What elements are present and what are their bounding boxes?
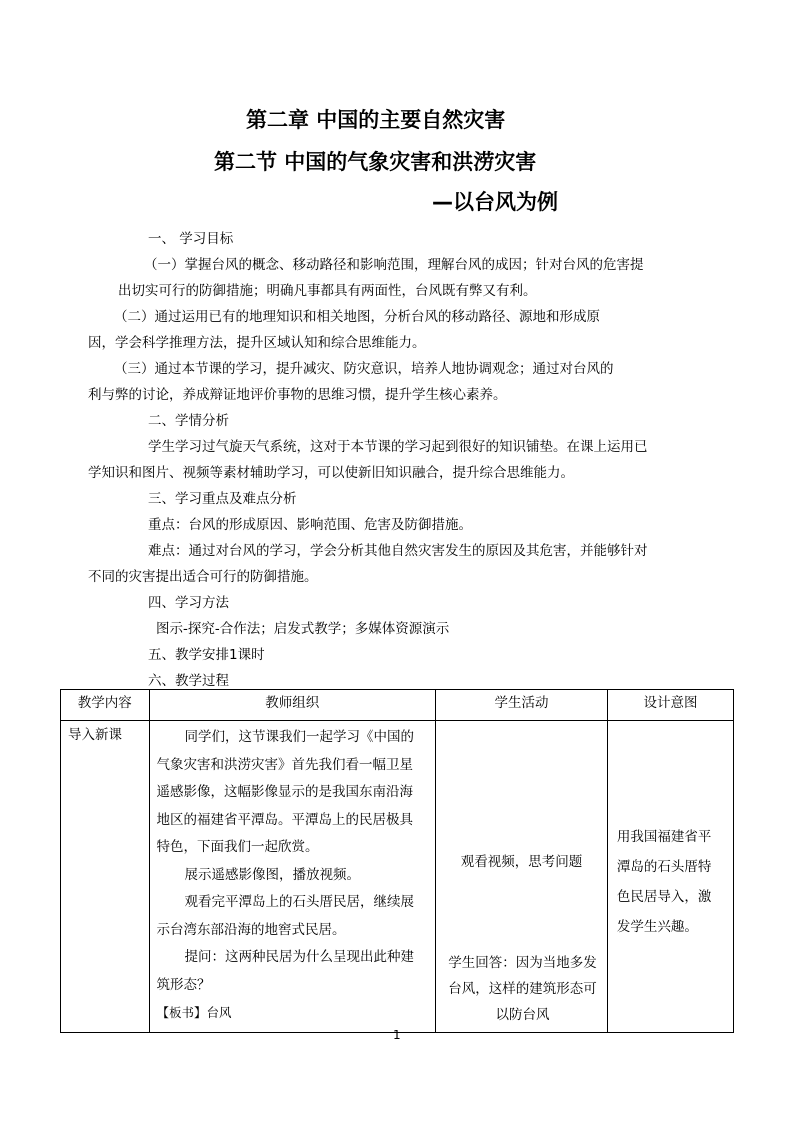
focus-key-point: 重点：台风的形成原因、影响范围、危害及防御措施。 [148, 517, 472, 533]
schedule-line: 五、教学安排1课时 [148, 647, 265, 663]
analysis-heading: 二、学情分析 [148, 413, 229, 429]
subtitle: —以台风为例 [432, 190, 558, 214]
teacher-p3-a: 观看完平潭岛上的石头厝民居，继续展 [184, 894, 415, 910]
section-title: 第二节 中国的气象灾害和洪涝灾害 [214, 150, 537, 174]
process-heading: 六、教学过程 [148, 673, 229, 689]
teacher-p4-a: 提问：这两种民居为什么呈现出此种建 [184, 949, 415, 965]
teacher-p3-b: 示台湾东部沿海的地窖式民居。 [156, 921, 346, 938]
header-content: 教学内容 [61, 690, 150, 721]
header-student: 学生活动 [436, 690, 608, 721]
teaching-process-table [60, 689, 734, 1033]
goal-3-line-1: （三）通过本节课的学习，提升减灾、防灾意识，培养人地协调观念；通过对台风的 [114, 361, 614, 377]
teacher-p4-b: 筑形态？ [156, 976, 211, 993]
header-teacher: 教师组织 [149, 690, 435, 721]
row-design-cell [607, 721, 733, 1033]
analysis-line-1: 学生学习过气旋天气系统，这对于本节课的学习起到很好的知识铺垫。在课上运用已 [148, 439, 648, 455]
table-header-row [61, 690, 734, 721]
focus-difficulty-line-1: 难点：通过对台风的学习，学会分析其他自然灾害发生的原因及其危害，并能够针对 [148, 543, 648, 559]
design-intent: 用我国福建省平潭岛的石头厝特色民居导入，激发学生兴趣。 [616, 829, 712, 935]
row-content-cell: 导入新课 [61, 721, 150, 1033]
chapter-title: 第二章 中国的主要自然灾害 [246, 108, 506, 132]
goal-1-line-2: 出切实可行的防御措施；明确凡事都具有两面性，台风既有弊又有利。 [118, 283, 537, 299]
table-row [61, 721, 734, 1033]
method-heading: 四、学习方法 [148, 595, 229, 611]
teacher-p1-a: 同学们，这节课我们一起学习《中国的 [184, 729, 415, 745]
goal-2-line-2: 因，学会科学推理方法，提升区域认知和综合思维能力。 [88, 335, 426, 351]
teacher-p1-d: 地区的福建省平潭岛。平潭岛上的民居极具 [156, 811, 414, 828]
goal-3-line-2: 利与弊的讨论，养成辩证地评价事物的思维习惯，提升学生核心素养。 [88, 387, 507, 403]
row-student-cell [436, 721, 608, 1033]
teacher-p1-b: 气象灾害和洪涝灾害》首先我们看一幅卫星 [156, 756, 414, 773]
row-teacher-cell [149, 721, 435, 1033]
document-body [88, 226, 678, 694]
focus-difficulty-line-2: 不同的灾害提出适合可行的防御措施。 [88, 569, 318, 585]
focus-heading: 三、学习重点及难点分析 [148, 491, 297, 507]
teacher-p2: 展示遥感影像图，播放视频。 [184, 866, 361, 883]
goals-heading: 一、 学习目标 [148, 231, 234, 247]
goal-2-line-1: （二）通过运用已有的地理知识和相关地图，分析台风的移动路径、源地和形成原 [114, 309, 600, 325]
goal-1-line-1: （一）掌握台风的概念、移动路径和影响范围，理解台风的成因；针对台风的危害提 [144, 257, 644, 273]
analysis-line-2: 学知识和图片、视频等素材辅助学习，可以使新旧知识融合，提升综合思维能力。 [88, 465, 574, 481]
student-activity-1: 观看视频，思考问题 [460, 854, 583, 870]
teacher-p1-e: 特色，下面我们一起欣赏。 [156, 839, 319, 855]
method-text: 图示-探究-合作法；启发式教学；多媒体资源演示 [156, 621, 450, 637]
student-activity-2: 学生回答：因为当地多发台风，这样的建筑形态可以防台风 [448, 955, 597, 1023]
teacher-p1-c: 遥感影像，这幅影像显示的是我国东南沿海 [156, 784, 414, 800]
header-design: 设计意图 [607, 690, 733, 721]
board-note: 【板书】台风 [156, 1005, 232, 1020]
page-number: 1 [393, 1028, 401, 1042]
